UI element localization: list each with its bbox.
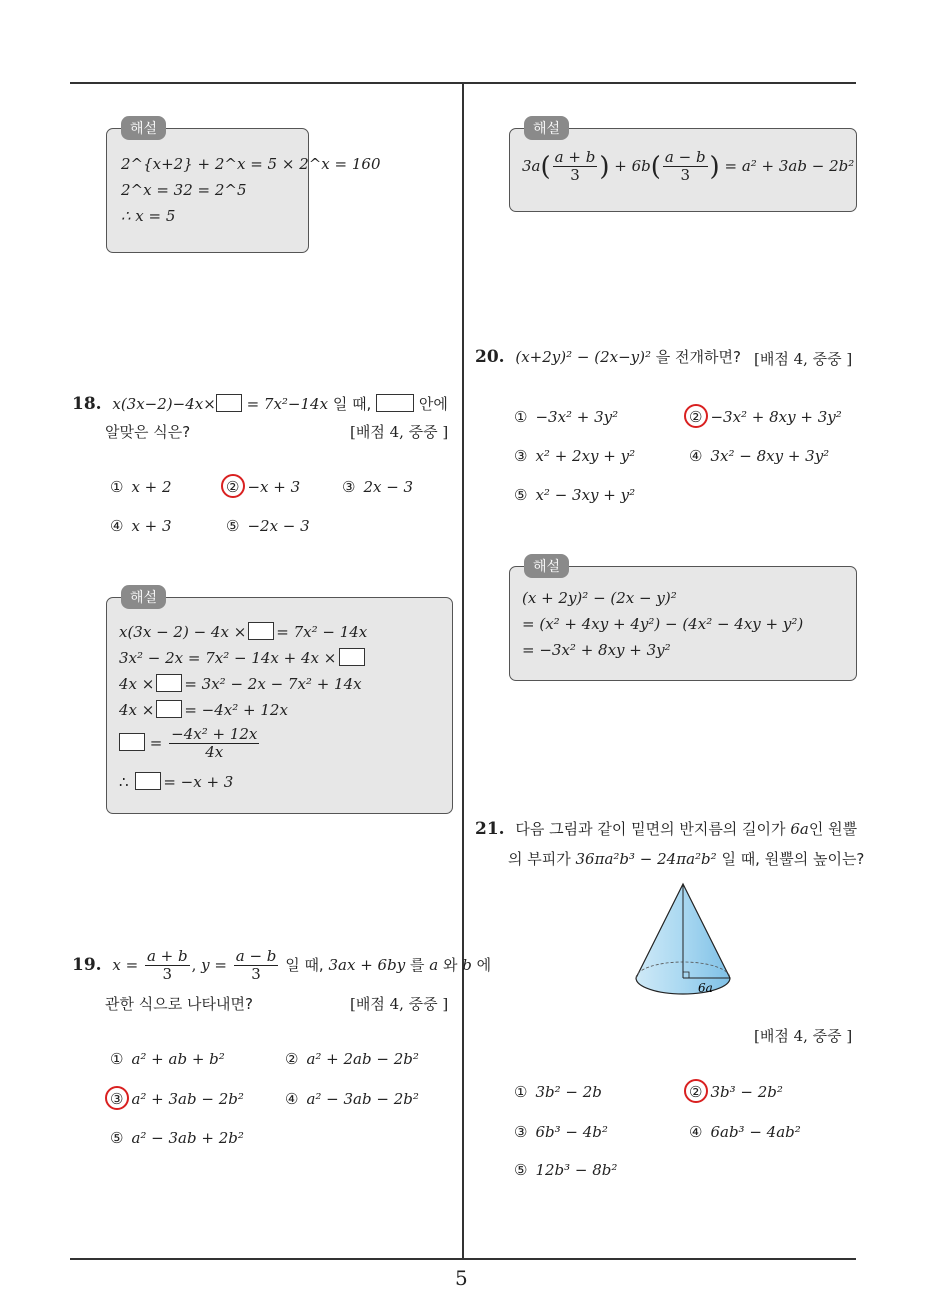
q18-option-2[interactable]: ② −x + 3 xyxy=(226,478,301,496)
column-divider xyxy=(462,83,464,1259)
page-number: 5 xyxy=(455,1266,468,1290)
solution-line: x(3x − 2) − 4x × = 7x² − 14x xyxy=(119,623,368,641)
q21-option-3[interactable]: ③ 6b³ − 4b² xyxy=(514,1123,608,1141)
q18-text: 일 때, xyxy=(332,395,372,413)
q18-meta: [배점 4, 중중 ] xyxy=(350,423,449,441)
question-20: 20. (x+2y)² − (2x−y)² 을 전개하면? xyxy=(475,347,741,367)
solution-line: = (x² + 4xy + 4y²) − (4x² − 4xy + y²) xyxy=(522,615,804,633)
solution-tab: 해설 xyxy=(121,116,166,140)
fraction: $\frac{\text{−4x² + 12x}}{4x}$ xyxy=(171,725,258,762)
fraction: $\frac{a + b}{3}$ xyxy=(146,947,188,984)
blank-box xyxy=(339,648,365,666)
q18-option-3[interactable]: ③ 2x − 3 xyxy=(342,478,414,496)
question-number: 21. xyxy=(475,819,505,839)
q18-expr-b: = 7x²−14x xyxy=(246,395,329,413)
blank-box xyxy=(135,772,161,790)
q21-option-2[interactable]: ② 3b³ − 2b² xyxy=(689,1083,783,1101)
q20-option-4[interactable]: ④ 3x² − 8xy + 3y² xyxy=(689,447,830,465)
q18-option-5[interactable]: ⑤ −2x − 3 xyxy=(226,517,310,535)
solution-line: 3x² − 2x = 7x² − 14x + 4x × xyxy=(119,648,365,667)
fraction: $\frac{a - b}{3}$ xyxy=(235,947,277,984)
q19-option-2[interactable]: ② a² + 2ab − 2b² xyxy=(285,1050,419,1068)
q20-option-5[interactable]: ⑤ x² − 3xy + y² xyxy=(514,486,636,504)
q18-option-1[interactable]: ① x + 2 xyxy=(110,478,172,496)
question-21: 21. 다음 그림과 같이 밑면의 반지름의 길이가 6a인 원뿔 xyxy=(475,819,858,839)
question-18 xyxy=(72,388,457,420)
solution-line: 2^{x+2} + 2^x = 5 × 2^x = 160 xyxy=(121,155,381,173)
q21-option-1[interactable]: ① 3b² − 2b xyxy=(514,1083,602,1101)
q21-line2: 의 부피가 36πa²b³ − 24πa²b² 일 때, 원뿔의 높이는? xyxy=(508,850,865,868)
solution-line: ∴ x = 5 xyxy=(121,207,176,225)
question-number: 20. xyxy=(475,347,505,367)
q19-option-3[interactable]: ③ a² + 3ab − 2b² xyxy=(110,1090,244,1108)
cone-figure xyxy=(630,878,740,1000)
solution-box-17 xyxy=(106,121,381,253)
blank-box xyxy=(376,394,414,412)
q20-meta: [배점 4, 중중 ] xyxy=(754,350,853,368)
bottom-rule xyxy=(70,1258,856,1260)
solution-line: (x + 2y)² − (2x − y)² xyxy=(522,589,677,607)
q21-option-4[interactable]: ④ 6ab³ − 4ab² xyxy=(689,1123,801,1141)
q19-line2: 관한 식으로 나타내면? xyxy=(105,995,253,1013)
solution-line: ∴ = −x + 3 xyxy=(119,773,234,791)
solution-box-18 xyxy=(106,590,453,814)
blank-box xyxy=(216,394,242,412)
fraction: $\frac{a - b}{3}$ xyxy=(664,148,706,185)
solution-line: 3a( $\frac{a + b}{3}$ ) + 6b( $\frac{a - b}{3}$ ) = a² + 3ab − 2b² xyxy=(522,148,855,185)
question-number: 19. xyxy=(72,954,102,975)
solution-box-19 xyxy=(509,121,857,212)
solution-line: 4x × = 3x² − 2x − 7x² + 14x xyxy=(119,675,362,693)
q18-option-4[interactable]: ④ x + 3 xyxy=(110,517,172,535)
blank-box xyxy=(156,700,182,718)
solution-tab: 해설 xyxy=(524,116,569,140)
q19-option-4[interactable]: ④ a² − 3ab − 2b² xyxy=(285,1090,419,1108)
solution-tab: 해설 xyxy=(524,554,569,578)
fraction: $\frac{a + b}{3}$ xyxy=(554,148,596,185)
solution-box-20 xyxy=(509,559,857,681)
answer-circle-mark xyxy=(684,1079,708,1103)
q18-expr-a: x(3x−2)−4x× xyxy=(112,395,216,413)
q21-meta: [배점 4, 중중 ] xyxy=(754,1027,853,1045)
solution-line: = −3x² + 8xy + 3y² xyxy=(522,641,671,659)
q20-option-3[interactable]: ③ x² + 2xy + y² xyxy=(514,447,636,465)
blank-box xyxy=(156,674,182,692)
q21-option-5[interactable]: ⑤ 12b³ − 8b² xyxy=(514,1161,618,1179)
answer-circle-mark xyxy=(221,474,245,498)
q19-option-5[interactable]: ⑤ a² − 3ab + 2b² xyxy=(110,1129,244,1147)
q19-meta: [배점 4, 중중 ] xyxy=(350,995,449,1013)
solution-tab: 해설 xyxy=(121,585,166,609)
question-number: 18. xyxy=(72,394,102,414)
blank-box xyxy=(119,733,145,751)
question-19: 19. x = $\frac{a + b}{3}$ , y = $\frac{a - b}{3}$ 일 때, 3ax + 6by 를 a 와 b 에 xyxy=(72,947,492,984)
q19-option-1[interactable]: ① a² + ab + b² xyxy=(110,1050,225,1068)
q20-option-1[interactable]: ① −3x² + 3y² xyxy=(514,408,619,426)
solution-line: 2^x = 32 = 2^5 xyxy=(121,181,247,199)
solution-line: 4x × = −4x² + 12x xyxy=(119,701,288,719)
solution-line: = $\frac{\text{−4x² + 12x}}{4x}$ xyxy=(119,726,261,762)
radius-label: 6a xyxy=(698,981,713,995)
q18-text: 안에 xyxy=(418,395,448,413)
q20-option-2[interactable]: ② −3x² + 8xy + 3y² xyxy=(689,408,842,426)
q18-line2: 알맞은 식은? xyxy=(105,423,191,441)
answer-circle-mark xyxy=(684,404,708,428)
blank-box xyxy=(248,622,274,640)
answer-circle-mark xyxy=(105,1086,129,1110)
